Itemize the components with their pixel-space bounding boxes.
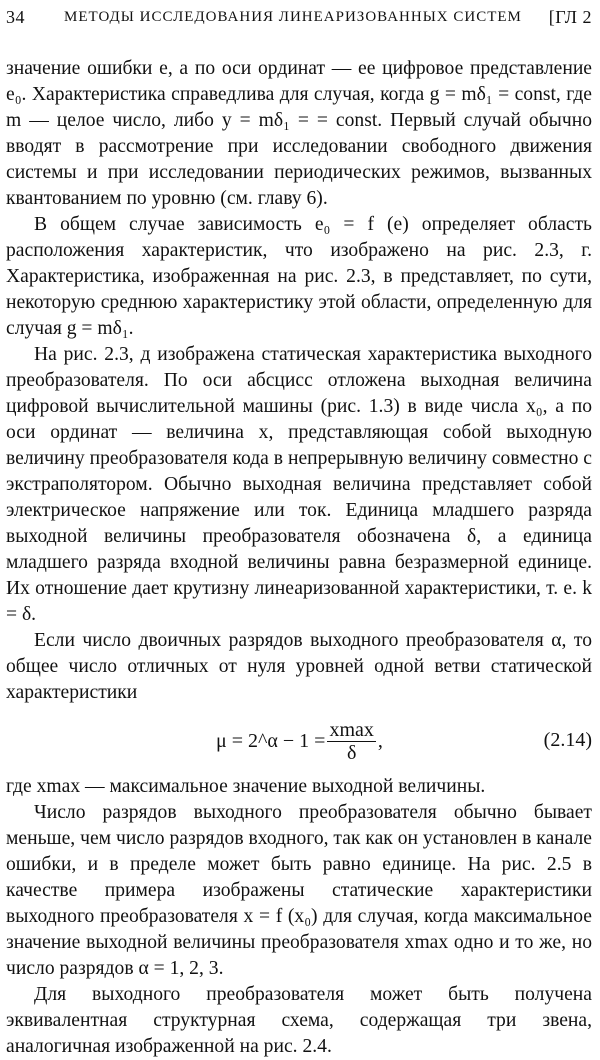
chapter-label: [ГЛ 2 [548,7,592,27]
equation-2-14 [6,712,592,770]
equation-denominator: δ [346,741,357,764]
page-number: 34 [6,7,25,27]
running-title: МЕТОДЫ ИССЛЕДОВАНИЯ ЛИНЕАРИЗОВАННЫХ СИСТЕМ [64,9,522,25]
paragraph-5: где xmax — максимальное значение выходной величины. [6,776,486,797]
paragraph-3: На рис. 2.3, д изображена статическая характеристика выходного преобразователя. По оси абсцисс отложена выходная величина цифровой вычислительной машины (рис. 1.3) в виде числа x₀, а по оси ординат — величина x, представляющая собой выходную величину преобразователя кода в непрерывную величину совместно с экстраполятором. Обычно выходная величина представляет собой электрическое напряжение или ток. Единица младшего разряда выходной величины преобразователя обозначена δ, а единица младшего разряда входной величины равна безразмерной единице. Их отношение дает крутизну линеаризованной характеристики, т. е. k = δ. [6,344,592,625]
paragraph-1: значение ошибки e, а по оси ординат — ее цифровое представление e₀. Характеристика справедлива для случая, когда g = mδ₁ = const, где m — целое число, либо y = mδ₁ = = const. Первый случай обычно вводят в рассмотрение при исследовании свободного движения системы и при исследовании периодических режимов, вызванных квантованием по уровню (см. главу 6). [6,58,592,209]
paragraph-2: В общем случае зависимость e₀ = f (e) определяет область расположения характеристик, что изображено на рис. 2.3, г. Характеристика, изображенная на рис. 2.3, в представляет, по сути, некоторую среднюю характеристику этой области, определенную для случая g = mδ₁. [6,214,592,339]
equation-numerator: xmax [329,718,374,741]
paragraph-6: Число разрядов выходного преобразователя обычно бывает меньше, чем число разрядов входного, так как он установлен в канале ошибки, и в пределе может быть равно единице. На рис. 2.5 в качестве примера изображены статические характеристики выходного преобразователя x = f (x₀) для случая, когда максимальное значение выходной величины преобразователя xmax одно и то же, но число разрядов α = 1, 2, 3. [6,802,592,979]
equation-expression [216,712,383,770]
equation-lhs: μ = 2^α − 1 = [216,730,326,752]
equation-trail: , [377,730,383,752]
equation-fraction [327,719,375,764]
paragraph-4: Если число двоичных разрядов выходного преобразователя α, то общее число отличных от нуля уровней одной ветви статической характеристики [6,630,592,703]
paragraph-7: Для выходного преобразователя может быть получена эквивалентная структурная схема, содержащая три звена, аналогичная изображенной на рис. 2.4. [6,984,592,1057]
page-body [6,56,592,1060]
running-header [6,2,592,32]
equation-number: (2.14) [543,729,592,751]
